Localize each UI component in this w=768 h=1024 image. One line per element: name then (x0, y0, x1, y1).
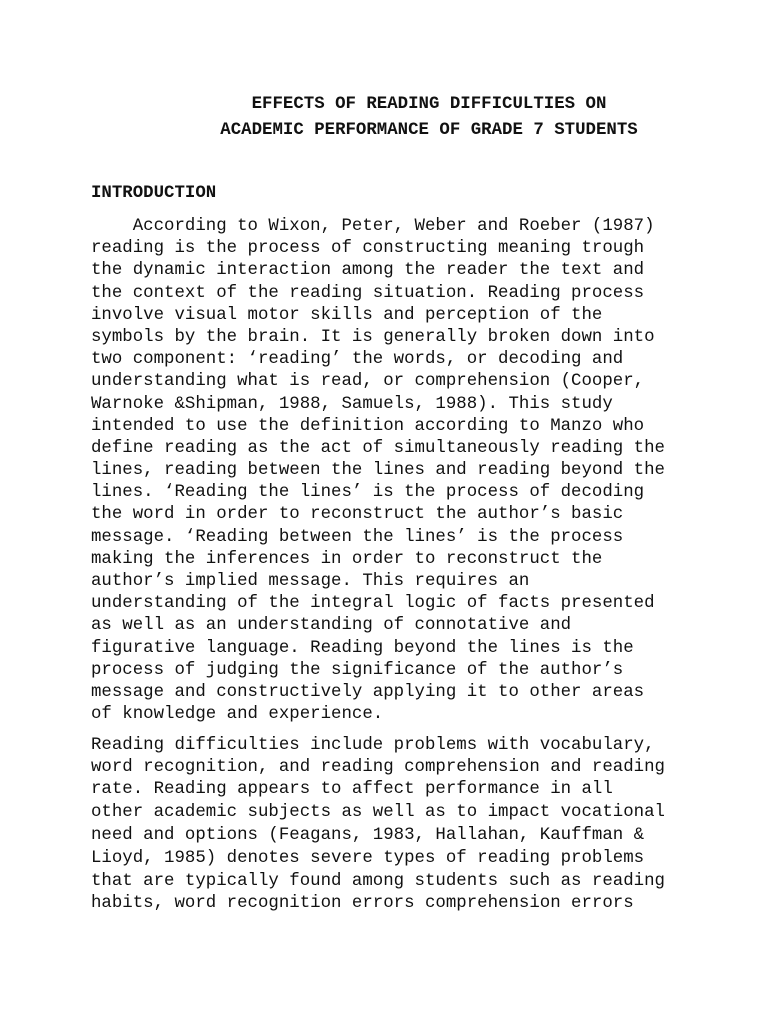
paragraph-line: rate. Reading appears to affect performance in all (91, 780, 613, 800)
paragraph-line: need and options (Feagans, 1983, Hallahan, Kauffman & (91, 825, 645, 845)
paragraph-line: other academic subjects as well as to impact vocational (91, 802, 665, 822)
paragraph-line: the word in order to reconstruct the author’s basic (91, 505, 624, 525)
paragraph-line: symbols by the brain. It is generally broken down into (91, 327, 655, 347)
paragraph-line: habits, word recognition errors comprehension errors (91, 893, 634, 913)
paragraph-line: intended to use the definition according to Manzo who (91, 416, 645, 436)
section-heading: INTRODUCTION (91, 184, 217, 203)
paragraph-line: lines. ‘Reading the lines’ is the process of decoding (91, 483, 645, 503)
paragraph-line: word recognition, and reading comprehension and reading (91, 758, 665, 778)
paragraph-line: message and constructively applying it to other areas (91, 682, 645, 702)
paragraph-line: Warnoke &Shipman, 1988, Samuels, 1988). This study (91, 394, 613, 414)
document-title-line-1: EFFECTS OF READING DIFFICULTIES ON (251, 95, 607, 114)
paragraph-line: involve visual motor skills and perception of the (91, 305, 603, 325)
paragraph-line: two component: ‘reading’ the words, or decoding and (91, 350, 624, 370)
paragraph-1 (91, 216, 711, 726)
paragraph-line: According to Wixon, Peter, Weber and Roeber (1987) (91, 217, 655, 236)
paragraph-line: process of judging the significance of the author’s (91, 660, 624, 680)
paragraph-line: lines, reading between the lines and reading beyond the (91, 461, 665, 481)
paragraph-line: that are typically found among students such as reading (91, 871, 665, 891)
paragraph-line: message. ‘Reading between the lines’ is the process (91, 527, 624, 547)
paragraph-line: Reading difficulties include problems with vocabulary, (91, 736, 655, 755)
paragraph-line: reading is the process of constructing meaning trough (91, 239, 645, 259)
paragraph-line: the dynamic interaction among the reader the text and (91, 261, 645, 281)
paragraph-line: as well as an understanding of connotative and (91, 616, 572, 636)
paragraph-line: define reading as the act of simultaneously reading the (91, 438, 665, 458)
paragraph-line: Lioyd, 1985) denotes severe types of reading problems (91, 848, 645, 868)
paragraph-line: author’s implied message. This requires an (91, 572, 530, 591)
paragraph-line: understanding of the integral logic of facts presented (91, 594, 655, 614)
paragraph-line: of knowledge and experience. (91, 705, 384, 725)
paragraph-line: understanding what is read, or comprehension (Cooper, (91, 372, 645, 392)
document-title-line-2: ACADEMIC PERFORMANCE OF GRADE 7 STUDENTS (220, 121, 638, 140)
paragraph-2 (91, 735, 711, 915)
paragraph-line: the context of the reading situation. Reading process (91, 283, 645, 303)
paragraph-line: making the inferences in order to reconstruct the (91, 549, 603, 569)
paragraph-line: figurative language. Reading beyond the lines is the (91, 638, 634, 658)
